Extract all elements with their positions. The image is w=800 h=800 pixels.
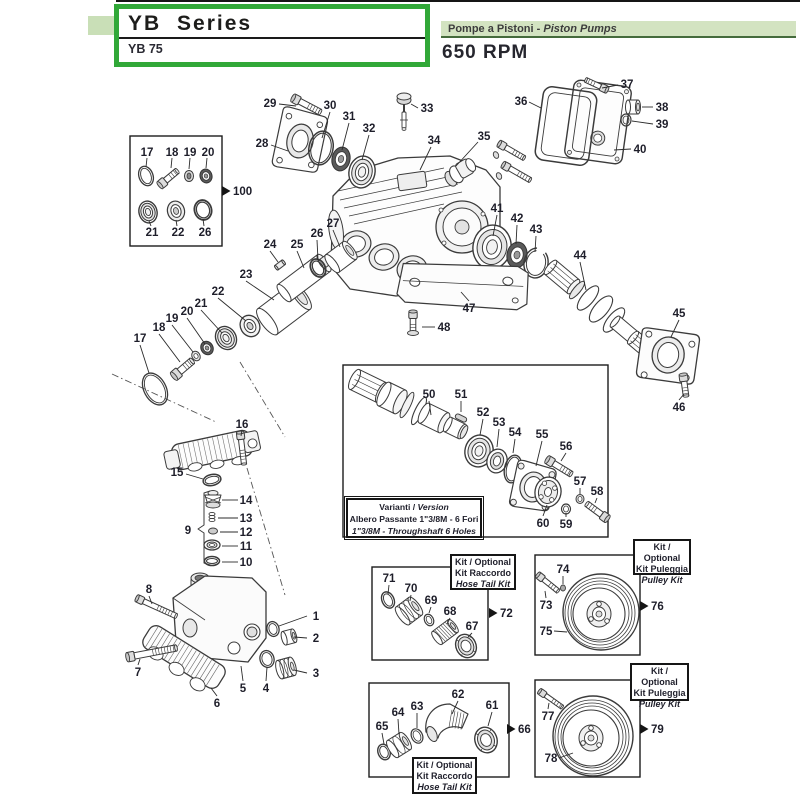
part-48-bolt bbox=[409, 310, 417, 333]
part-number-label: 67 bbox=[465, 621, 479, 633]
part-14-valve bbox=[205, 491, 221, 509]
variant-note-line3: 1"3/8M - Throughshaft 6 Holes bbox=[352, 526, 476, 536]
part-number-label: 63 bbox=[410, 701, 424, 713]
part-number-label: 31 bbox=[342, 111, 356, 123]
rpm-label: 650 RPM bbox=[442, 42, 529, 63]
kit-arrow-label: 76 bbox=[651, 601, 664, 613]
part-number-label: 41 bbox=[490, 203, 504, 215]
part-number-label: 25 bbox=[290, 239, 304, 251]
part-number-label: 62 bbox=[451, 689, 465, 701]
part-number-label: 40 bbox=[633, 144, 647, 156]
part-number-label: 36 bbox=[514, 96, 528, 108]
part-number-label: 59 bbox=[559, 519, 573, 531]
part-number-label: 69 bbox=[424, 595, 438, 607]
part-45-shaft-cover bbox=[636, 327, 700, 385]
part-number-label: 9 bbox=[184, 525, 192, 537]
part-number-label: 48 bbox=[437, 322, 451, 334]
kit-arrow-label: 66 bbox=[518, 724, 531, 736]
part-70-fitting bbox=[393, 595, 425, 627]
part-number-label: 26 bbox=[310, 228, 324, 240]
part-number-label: 20 bbox=[201, 147, 215, 159]
part-40-rear-cover bbox=[564, 79, 632, 164]
part-62-elbow bbox=[425, 704, 468, 743]
part-number-label: 27 bbox=[326, 218, 340, 230]
part-number-label: 42 bbox=[510, 213, 524, 225]
part-number-label: 22 bbox=[171, 227, 185, 239]
part-59-washer bbox=[562, 504, 571, 514]
page-title: YB Series bbox=[119, 9, 425, 39]
part-number-label: 13 bbox=[239, 513, 253, 525]
part-number-label: 24 bbox=[263, 239, 277, 251]
kit-pulley-bottom-label: Kit / Optional Kit Puleggia Pulley Kit bbox=[630, 663, 689, 701]
kit-hose-bottom-label: Kit / Optional Kit Raccordo Hose Tail Kit bbox=[412, 757, 477, 794]
part-1-washer bbox=[265, 620, 280, 638]
part-61-nut bbox=[471, 724, 501, 756]
part-number-label: 33 bbox=[420, 103, 434, 115]
part-number-label: 17 bbox=[140, 147, 154, 159]
model-name: YB 75 bbox=[128, 42, 163, 56]
part-33-dipstick bbox=[397, 93, 411, 131]
kit-item-26 bbox=[192, 198, 214, 222]
part-number-label: 78 bbox=[544, 753, 558, 765]
part-number-label: 10 bbox=[239, 557, 253, 569]
part-number-label: 18 bbox=[165, 147, 179, 159]
kit-hose-top-label: Kit / Optional Kit Raccordo Hose Tail Kit bbox=[450, 554, 516, 590]
part-15-o-ring bbox=[202, 473, 222, 488]
part-number-label: 18 bbox=[152, 322, 166, 334]
part-8-bolt bbox=[134, 594, 178, 620]
part-number-label: 30 bbox=[323, 100, 337, 112]
part-number-label: 43 bbox=[529, 224, 543, 236]
part-75-pulley bbox=[563, 574, 639, 650]
part-number-label: 54 bbox=[508, 427, 522, 439]
part-number-label: 26 bbox=[198, 227, 212, 239]
part-number-label: 46 bbox=[672, 402, 686, 414]
part-38-plug bbox=[625, 100, 640, 114]
part-number-label: 52 bbox=[476, 407, 490, 419]
part-number-label: 11 bbox=[239, 541, 253, 553]
part-63-o-ring bbox=[409, 727, 425, 745]
part-78-pulley bbox=[553, 696, 633, 776]
part-64-fitting bbox=[384, 731, 413, 760]
part-67-nut bbox=[452, 631, 480, 661]
part-number-label: 47 bbox=[462, 303, 476, 315]
part-number-label: 39 bbox=[655, 119, 669, 131]
part-24-pin bbox=[274, 259, 286, 270]
bolt bbox=[496, 140, 527, 162]
part-17-o-ring bbox=[137, 369, 172, 409]
part-number-label: 74 bbox=[556, 564, 570, 576]
part-number-label: 28 bbox=[255, 138, 269, 150]
part-number-label: 77 bbox=[541, 711, 555, 723]
part-number-label: 71 bbox=[382, 573, 396, 585]
category-label-en: Piston Pumps bbox=[543, 23, 617, 35]
oil-boss bbox=[397, 171, 427, 191]
part-number-label: 4 bbox=[262, 683, 270, 695]
part-21-disc bbox=[211, 323, 240, 354]
variant-note-line1: Varianti / Version bbox=[379, 502, 449, 512]
part-number-label: 21 bbox=[145, 227, 159, 239]
part-3-cap bbox=[274, 656, 298, 679]
part-number-label: 37 bbox=[620, 79, 634, 91]
part-number-label: 14 bbox=[239, 495, 253, 507]
part-number-label: 3 bbox=[312, 668, 320, 680]
part-number-label: 20 bbox=[180, 306, 194, 318]
part-number-label: 55 bbox=[535, 429, 549, 441]
kit-arrow-label: 79 bbox=[651, 724, 664, 736]
kit-item-18 bbox=[156, 167, 181, 190]
variant-note-line2: Albero Passante 1"3/8M - 6 Fori bbox=[349, 514, 479, 524]
part-number-label: 38 bbox=[655, 102, 669, 114]
kit-item-20 bbox=[198, 168, 213, 185]
part-number-label: 7 bbox=[134, 667, 142, 679]
part-number-label: 12 bbox=[239, 527, 253, 539]
part-number-label: 32 bbox=[362, 123, 376, 135]
part-number-label: 50 bbox=[422, 389, 436, 401]
part-number-label: 68 bbox=[443, 606, 457, 618]
series-title-box bbox=[114, 4, 430, 67]
part-number-label: 1 bbox=[312, 611, 320, 623]
part-number-label: 17 bbox=[133, 333, 147, 345]
part-number-label: 70 bbox=[404, 583, 418, 595]
category-band bbox=[441, 21, 796, 38]
category-label-it: Pompe a Pistoni - bbox=[448, 23, 541, 35]
part-number-label: 65 bbox=[375, 721, 389, 733]
part-number-label: 29 bbox=[263, 98, 277, 110]
part-58-bolt bbox=[583, 500, 611, 524]
part-number-label: 2 bbox=[312, 633, 320, 645]
part-number-label: 5 bbox=[239, 683, 247, 695]
kit-item-17 bbox=[136, 164, 156, 188]
kit-pulley-top-label: Kit / Optional Kit Puleggia Pulley Kit bbox=[633, 539, 691, 575]
part-number-label: 75 bbox=[539, 626, 553, 638]
header-rule bbox=[116, 0, 800, 2]
part-number-label: 56 bbox=[559, 441, 573, 453]
part-number-label: 22 bbox=[211, 286, 225, 298]
variant-note-box bbox=[346, 498, 482, 538]
part-number-label: 57 bbox=[573, 476, 587, 488]
part-20-seal bbox=[198, 339, 215, 357]
part-50-throughshaft bbox=[346, 368, 469, 440]
part-number-label: 34 bbox=[427, 135, 441, 147]
kit-item-21 bbox=[136, 199, 159, 225]
part-18-pin bbox=[169, 356, 196, 381]
part-number-label: 15 bbox=[170, 467, 184, 479]
part-number-label: 35 bbox=[477, 131, 491, 143]
part-number-label: 53 bbox=[492, 417, 506, 429]
part-4-o-ring bbox=[258, 649, 276, 669]
part-number-label: 23 bbox=[239, 269, 253, 281]
part-number-label: 64 bbox=[391, 707, 405, 719]
part-number-label: 16 bbox=[235, 419, 249, 431]
part-number-label: 61 bbox=[485, 700, 499, 712]
bolt bbox=[500, 161, 533, 184]
kit-arrow-label: 100 bbox=[233, 186, 253, 198]
part-number-label: 45 bbox=[672, 308, 686, 320]
part-number-label: 73 bbox=[539, 600, 553, 612]
kit-arrow-label: 72 bbox=[500, 608, 513, 620]
part-number-label: 19 bbox=[183, 147, 197, 159]
part-77-bolt bbox=[537, 688, 565, 710]
part-number-label: 44 bbox=[573, 250, 587, 262]
part-number-label: 51 bbox=[454, 389, 468, 401]
part-number-label: 19 bbox=[165, 313, 179, 325]
part-69-o-ring bbox=[422, 613, 435, 628]
part-number-label: 58 bbox=[590, 486, 604, 498]
part-number-label: 6 bbox=[213, 698, 221, 710]
part-number-label: 60 bbox=[536, 518, 550, 530]
part-number-label: 8 bbox=[145, 584, 153, 596]
part-number-label: 21 bbox=[194, 298, 208, 310]
